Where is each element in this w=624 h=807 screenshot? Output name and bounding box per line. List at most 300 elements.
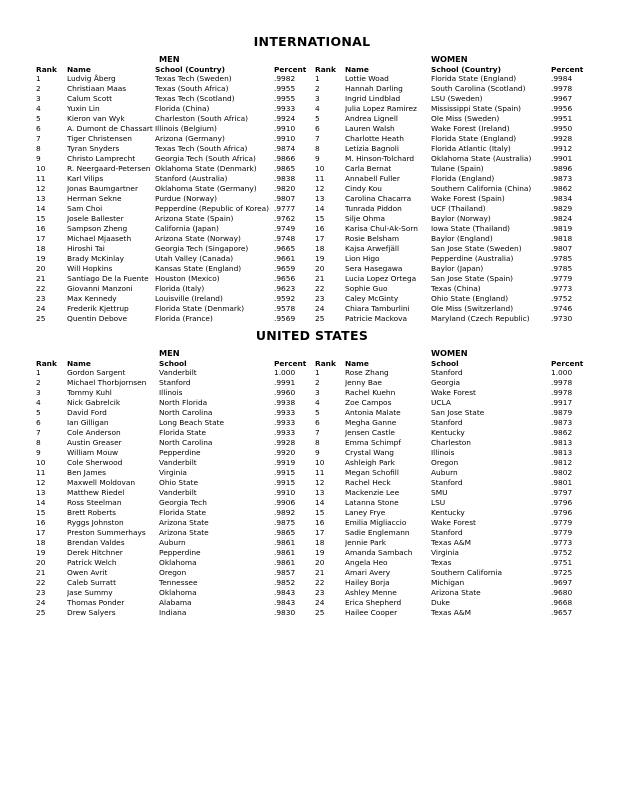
rank-cell: 12 bbox=[36, 184, 46, 193]
school-cell: Texas (China) bbox=[431, 284, 481, 293]
school-cell: Pepperdine bbox=[159, 548, 201, 557]
school-cell: Florida (France) bbox=[155, 314, 213, 323]
name-cell: Cole Anderson bbox=[67, 428, 121, 437]
table-row bbox=[36, 114, 316, 124]
school-cell: Georgia Tech (South Africa) bbox=[155, 154, 256, 163]
name-cell: A. Dumont de Chassart bbox=[67, 124, 153, 133]
school-cell: Wake Forest (Spain) bbox=[431, 194, 505, 203]
rank-cell: 3 bbox=[315, 388, 320, 397]
us-women-table bbox=[315, 368, 595, 618]
rank-cell: 3 bbox=[315, 94, 320, 103]
percent-cell: .9910 bbox=[274, 488, 296, 497]
table-row bbox=[315, 608, 595, 618]
intl-men-percent-header: Percent bbox=[274, 65, 307, 74]
name-cell: Owen Avrit bbox=[67, 568, 108, 577]
percent-cell: .9901 bbox=[551, 154, 573, 163]
school-cell: Baylor (England) bbox=[431, 234, 493, 243]
name-cell: Austin Greaser bbox=[67, 438, 122, 447]
rank-cell: 20 bbox=[36, 558, 46, 567]
table-row bbox=[315, 478, 595, 488]
school-cell: Vanderbilt bbox=[159, 458, 197, 467]
rank-cell: 16 bbox=[315, 224, 325, 233]
name-cell: Ludvig Åberg bbox=[67, 74, 116, 83]
table-row bbox=[36, 538, 316, 548]
school-cell: Arizona State (Spain) bbox=[155, 214, 234, 223]
table-row bbox=[315, 398, 595, 408]
table-row bbox=[36, 558, 316, 568]
table-row bbox=[315, 284, 595, 294]
name-cell: Michael Mjaaseth bbox=[67, 234, 132, 243]
name-cell: Ashley Menne bbox=[345, 588, 397, 597]
percent-cell: .9928 bbox=[274, 438, 296, 447]
rank-cell: 2 bbox=[36, 84, 41, 93]
table-row bbox=[315, 568, 595, 578]
percent-cell: .9746 bbox=[551, 304, 573, 313]
name-cell: Santiago De la Fuente bbox=[67, 274, 149, 283]
table-row bbox=[315, 204, 595, 214]
percent-cell: .9813 bbox=[551, 438, 573, 447]
percent-cell: .9928 bbox=[551, 134, 573, 143]
rank-cell: 22 bbox=[315, 284, 325, 293]
name-cell: Cole Sherwood bbox=[67, 458, 123, 467]
percent-cell: .9659 bbox=[274, 264, 296, 273]
table-row bbox=[315, 518, 595, 528]
school-cell: Florida (Italy) bbox=[155, 284, 205, 293]
name-cell: Ross Steelman bbox=[67, 498, 122, 507]
school-cell: Georgia bbox=[431, 378, 460, 387]
us-men-table bbox=[36, 368, 316, 618]
table-row bbox=[315, 134, 595, 144]
name-cell: Jennie Park bbox=[345, 538, 387, 547]
name-cell: Lottie Woad bbox=[345, 74, 389, 83]
table-row bbox=[36, 578, 316, 588]
rank-cell: 21 bbox=[36, 274, 46, 283]
table-row bbox=[315, 244, 595, 254]
table-row bbox=[36, 164, 316, 174]
school-cell: San Jose State (Spain) bbox=[431, 274, 514, 283]
percent-cell: .9749 bbox=[274, 224, 296, 233]
school-cell: Wake Forest (Ireland) bbox=[431, 124, 510, 133]
percent-cell: .9697 bbox=[551, 578, 573, 587]
school-cell: Vanderbilt bbox=[159, 488, 197, 497]
name-cell: Yuxin Lin bbox=[67, 104, 100, 113]
percent-cell: .9933 bbox=[274, 104, 296, 113]
table-row bbox=[315, 438, 595, 448]
rank-cell: 5 bbox=[36, 114, 41, 123]
percent-cell: .9861 bbox=[274, 558, 296, 567]
name-cell: Lauren Walsh bbox=[345, 124, 395, 133]
rank-cell: 15 bbox=[36, 508, 46, 517]
rank-cell: 6 bbox=[36, 124, 41, 133]
school-cell: Stanford bbox=[431, 478, 463, 487]
rank-cell: 9 bbox=[315, 448, 320, 457]
rank-cell: 17 bbox=[36, 528, 46, 537]
percent-cell: .9955 bbox=[274, 94, 296, 103]
school-cell: Utah Valley (Canada) bbox=[155, 254, 234, 263]
table-row bbox=[36, 74, 316, 84]
intl-men-label: MEN bbox=[159, 54, 180, 64]
percent-cell: .9779 bbox=[551, 274, 573, 283]
percent-cell: .9873 bbox=[551, 174, 573, 183]
name-cell: Patrick Welch bbox=[67, 558, 117, 567]
name-cell: Sadie Englemann bbox=[345, 528, 410, 537]
us-women-label: WOMEN bbox=[431, 348, 468, 358]
school-cell: Kentucky bbox=[431, 508, 465, 517]
name-cell: Charlotte Heath bbox=[345, 134, 404, 143]
percent-cell: .9725 bbox=[551, 568, 573, 577]
us-women-rank-header: Rank bbox=[315, 359, 336, 368]
table-row bbox=[315, 234, 595, 244]
name-cell: Tunrada Piddon bbox=[345, 204, 402, 213]
name-cell: Ben James bbox=[67, 468, 106, 477]
name-cell: Quentin Debove bbox=[67, 314, 128, 323]
percent-cell: .9829 bbox=[551, 204, 573, 213]
name-cell: Derek Hitchner bbox=[67, 548, 123, 557]
school-cell: Illinois bbox=[431, 448, 455, 457]
school-cell: Auburn bbox=[159, 538, 186, 547]
percent-cell: .9843 bbox=[274, 588, 296, 597]
percent-cell: .9777 bbox=[274, 204, 296, 213]
name-cell: Tyran Snyders bbox=[67, 144, 120, 153]
rank-cell: 18 bbox=[315, 244, 325, 253]
table-row bbox=[36, 378, 316, 388]
rank-cell: 17 bbox=[36, 234, 46, 243]
name-cell: Preston Summerhays bbox=[67, 528, 146, 537]
table-row bbox=[315, 578, 595, 588]
intl-men-name-header: Name bbox=[67, 65, 91, 74]
percent-cell: .9785 bbox=[551, 264, 573, 273]
rank-cell: 13 bbox=[36, 194, 46, 203]
percent-cell: .9978 bbox=[551, 388, 573, 397]
intl-men-rank-header: Rank bbox=[36, 65, 57, 74]
rank-cell: 2 bbox=[315, 378, 320, 387]
percent-cell: .9801 bbox=[551, 478, 573, 487]
table-row bbox=[36, 314, 316, 324]
rank-cell: 11 bbox=[315, 468, 325, 477]
percent-cell: .9912 bbox=[551, 144, 573, 153]
percent-cell: .9656 bbox=[274, 274, 296, 283]
school-cell: Charleston bbox=[431, 438, 471, 447]
school-cell: Florida State (England) bbox=[431, 74, 517, 83]
table-row bbox=[36, 478, 316, 488]
school-cell: Oklahoma State (Denmark) bbox=[155, 164, 257, 173]
rank-cell: 23 bbox=[36, 294, 46, 303]
school-cell: Charleston (South Africa) bbox=[155, 114, 248, 123]
rank-cell: 4 bbox=[315, 398, 320, 407]
name-cell: Karl Vilips bbox=[67, 174, 104, 183]
table-row bbox=[315, 508, 595, 518]
name-cell: David Ford bbox=[67, 408, 107, 417]
name-cell: Kieron van Wyk bbox=[67, 114, 125, 123]
rank-cell: 13 bbox=[315, 194, 325, 203]
us-men-school-header: School bbox=[159, 359, 187, 368]
rank-cell: 24 bbox=[315, 598, 325, 607]
rank-cell: 7 bbox=[315, 134, 320, 143]
school-cell: North Carolina bbox=[159, 438, 213, 447]
name-cell: Caleb Surratt bbox=[67, 578, 116, 587]
table-row bbox=[36, 274, 316, 284]
table-row bbox=[315, 184, 595, 194]
name-cell: Zoe Campos bbox=[345, 398, 392, 407]
percent-cell: .9861 bbox=[274, 548, 296, 557]
school-cell: Florida State bbox=[159, 428, 207, 437]
us-women-school-header: School bbox=[431, 359, 459, 368]
percent-cell: .9896 bbox=[551, 164, 573, 173]
percent-cell: .9752 bbox=[551, 294, 573, 303]
table-row bbox=[315, 528, 595, 538]
percent-cell: .9730 bbox=[551, 314, 573, 323]
percent-cell: .9773 bbox=[551, 538, 573, 547]
school-cell: North Carolina bbox=[159, 408, 213, 417]
table-row bbox=[315, 104, 595, 114]
percent-cell: .9838 bbox=[274, 174, 296, 183]
percent-cell: .9933 bbox=[274, 428, 296, 437]
name-cell: Sam Choi bbox=[67, 204, 103, 213]
school-cell: Arizona State bbox=[159, 518, 209, 527]
table-row bbox=[315, 84, 595, 94]
rank-cell: 9 bbox=[315, 154, 320, 163]
percent-cell: .9762 bbox=[274, 214, 296, 223]
rank-cell: 17 bbox=[315, 528, 325, 537]
table-row bbox=[36, 194, 316, 204]
percent-cell: .9665 bbox=[274, 244, 296, 253]
percent-cell: .9569 bbox=[274, 314, 296, 323]
intl-women-table bbox=[315, 74, 595, 324]
school-cell: Florida State bbox=[159, 508, 207, 517]
school-cell: Long Beach State bbox=[159, 418, 225, 427]
rank-cell: 18 bbox=[36, 538, 46, 547]
school-cell: California (Japan) bbox=[155, 224, 219, 233]
name-cell: Erica Shepherd bbox=[345, 598, 402, 607]
rank-cell: 7 bbox=[315, 428, 320, 437]
name-cell: Antonia Malate bbox=[345, 408, 401, 417]
percent-cell: .9862 bbox=[551, 428, 573, 437]
rank-cell: 23 bbox=[36, 588, 46, 597]
school-cell: Wake Forest bbox=[431, 518, 476, 527]
percent-cell: .9915 bbox=[274, 468, 296, 477]
table-row bbox=[315, 388, 595, 398]
table-row bbox=[36, 214, 316, 224]
name-cell: Kajsa Arwefjäll bbox=[345, 244, 400, 253]
name-cell: R. Neergaard-Petersen bbox=[67, 164, 151, 173]
rank-cell: 16 bbox=[36, 224, 46, 233]
rank-cell: 19 bbox=[36, 254, 46, 263]
name-cell: Karisa Chul-Ak-Sorn bbox=[345, 224, 418, 233]
rank-cell: 24 bbox=[36, 304, 46, 313]
name-cell: Hailey Borja bbox=[345, 578, 390, 587]
school-cell: Arizona State (Norway) bbox=[155, 234, 241, 243]
school-cell: Houston (Mexico) bbox=[155, 274, 220, 283]
table-row bbox=[315, 598, 595, 608]
school-cell: Baylor (Norway) bbox=[431, 214, 491, 223]
school-cell: Florida (England) bbox=[431, 174, 495, 183]
name-cell: Annabell Fuller bbox=[345, 174, 400, 183]
rank-cell: 25 bbox=[315, 608, 325, 617]
rank-cell: 1 bbox=[36, 74, 41, 83]
school-cell: Virginia bbox=[159, 468, 187, 477]
name-cell: Lion Higo bbox=[345, 254, 380, 263]
percent-cell: .9779 bbox=[551, 518, 573, 527]
percent-cell: .9862 bbox=[551, 184, 573, 193]
table-row bbox=[315, 144, 595, 154]
percent-cell: .9950 bbox=[551, 124, 573, 133]
name-cell: Ingrid Lindblad bbox=[345, 94, 401, 103]
name-cell: Nick Gabrelcik bbox=[67, 398, 121, 407]
table-row bbox=[36, 528, 316, 538]
table-row bbox=[315, 558, 595, 568]
intl-women-label: WOMEN bbox=[431, 54, 468, 64]
school-cell: Florida State (England) bbox=[431, 134, 517, 143]
united-states-title: UNITED STATES bbox=[255, 328, 369, 343]
percent-cell: .9938 bbox=[274, 398, 296, 407]
rank-cell: 8 bbox=[36, 438, 41, 447]
table-row bbox=[36, 234, 316, 244]
rank-cell: 10 bbox=[36, 164, 46, 173]
rank-cell: 21 bbox=[315, 274, 325, 283]
us-men-percent-header: Percent bbox=[274, 359, 307, 368]
percent-cell: .9773 bbox=[551, 284, 573, 293]
school-cell: Auburn bbox=[431, 468, 458, 477]
intl-men-school-header: School (Country) bbox=[155, 65, 226, 74]
percent-cell: .9834 bbox=[551, 194, 573, 203]
school-cell: LSU (Sweden) bbox=[431, 94, 483, 103]
table-row bbox=[36, 488, 316, 498]
school-cell: Pepperdine (Republic of Korea) bbox=[155, 204, 270, 213]
school-cell: Purdue (Norway) bbox=[155, 194, 217, 203]
school-cell: Arizona State bbox=[431, 588, 481, 597]
name-cell: Megan Schofill bbox=[345, 468, 399, 477]
school-cell: Louisville (Ireland) bbox=[155, 294, 223, 303]
rank-cell: 7 bbox=[36, 134, 41, 143]
table-row bbox=[315, 458, 595, 468]
percent-cell: .9779 bbox=[551, 528, 573, 537]
table-row bbox=[36, 134, 316, 144]
rank-cell: 9 bbox=[36, 448, 41, 457]
percent-cell: .9818 bbox=[551, 234, 573, 243]
school-cell: Wake Forest bbox=[431, 388, 476, 397]
rank-cell: 11 bbox=[36, 174, 46, 183]
percent-cell: .9955 bbox=[274, 84, 296, 93]
name-cell: Maxwell Moldovan bbox=[67, 478, 136, 487]
percent-cell: .9915 bbox=[274, 478, 296, 487]
rank-cell: 9 bbox=[36, 154, 41, 163]
percent-cell: .9956 bbox=[551, 104, 573, 113]
rank-cell: 22 bbox=[36, 578, 46, 587]
name-cell: Thomas Ponder bbox=[67, 598, 125, 607]
table-row bbox=[36, 598, 316, 608]
name-cell: Carla Bernat bbox=[345, 164, 392, 173]
rank-cell: 11 bbox=[315, 174, 325, 183]
percent-cell: .9866 bbox=[274, 154, 296, 163]
table-row bbox=[315, 164, 595, 174]
percent-cell: .9857 bbox=[274, 568, 296, 577]
rank-cell: 7 bbox=[36, 428, 41, 437]
table-row bbox=[36, 94, 316, 104]
school-cell: Kentucky bbox=[431, 428, 465, 437]
rank-cell: 1 bbox=[315, 74, 320, 83]
table-row bbox=[315, 74, 595, 84]
table-row bbox=[36, 548, 316, 558]
school-cell: Stanford bbox=[159, 378, 191, 387]
percent-cell: .9875 bbox=[274, 518, 296, 527]
percent-cell: .9752 bbox=[551, 548, 573, 557]
table-row bbox=[36, 428, 316, 438]
rank-cell: 12 bbox=[315, 478, 325, 487]
table-row bbox=[315, 314, 595, 324]
name-cell: Lucia Lopez Ortega bbox=[345, 274, 417, 283]
percent-cell: .9917 bbox=[551, 398, 573, 407]
school-cell: South Carolina (Scotland) bbox=[431, 84, 526, 93]
table-row bbox=[36, 304, 316, 314]
percent-cell: .9910 bbox=[274, 124, 296, 133]
table-row bbox=[315, 274, 595, 284]
table-row bbox=[315, 254, 595, 264]
table-row bbox=[36, 458, 316, 468]
percent-cell: .9578 bbox=[274, 304, 296, 313]
table-row bbox=[36, 144, 316, 154]
percent-cell: .9807 bbox=[274, 194, 296, 203]
name-cell: Matthew Riedel bbox=[67, 488, 125, 497]
international-title: INTERNATIONAL bbox=[253, 34, 371, 49]
name-cell: Brendan Valdes bbox=[67, 538, 125, 547]
percent-cell: .9978 bbox=[551, 378, 573, 387]
school-cell: Oklahoma State (Australia) bbox=[431, 154, 532, 163]
table-row bbox=[315, 418, 595, 428]
school-cell: Southern California (China) bbox=[431, 184, 532, 193]
table-row bbox=[315, 548, 595, 558]
percent-cell: .9843 bbox=[274, 598, 296, 607]
table-row bbox=[36, 508, 316, 518]
percent-cell: .9879 bbox=[551, 408, 573, 417]
school-cell: Texas (South Africa) bbox=[155, 84, 229, 93]
intl-women-name-header: Name bbox=[345, 65, 369, 74]
rank-cell: 1 bbox=[315, 368, 320, 377]
rank-cell: 2 bbox=[315, 84, 320, 93]
name-cell: Ashleigh Park bbox=[345, 458, 395, 467]
rank-cell: 12 bbox=[315, 184, 325, 193]
table-row bbox=[36, 388, 316, 398]
school-cell: Stanford bbox=[431, 418, 463, 427]
name-cell: Drew Salyers bbox=[67, 608, 116, 617]
percent-cell: .9661 bbox=[274, 254, 296, 263]
percent-cell: .9865 bbox=[274, 164, 296, 173]
name-cell: Calum Scott bbox=[67, 94, 113, 103]
name-cell: Silje Ohma bbox=[345, 214, 385, 223]
school-cell: SMU bbox=[431, 488, 448, 497]
rank-cell: 25 bbox=[36, 314, 46, 323]
rank-cell: 24 bbox=[315, 304, 325, 313]
rank-cell: 15 bbox=[315, 214, 325, 223]
name-cell: Hailee Cooper bbox=[345, 608, 398, 617]
table-row bbox=[315, 448, 595, 458]
rank-cell: 14 bbox=[36, 204, 46, 213]
rank-cell: 21 bbox=[315, 568, 325, 577]
percent-cell: .9865 bbox=[274, 528, 296, 537]
school-cell: UCLA bbox=[431, 398, 451, 407]
table-row bbox=[36, 368, 316, 378]
percent-cell: .9824 bbox=[551, 214, 573, 223]
rank-cell: 19 bbox=[315, 548, 325, 557]
table-row bbox=[36, 468, 316, 478]
percent-cell: .9984 bbox=[551, 74, 573, 83]
rank-cell: 18 bbox=[36, 244, 46, 253]
percent-cell: .9820 bbox=[274, 184, 296, 193]
table-row bbox=[36, 174, 316, 184]
name-cell: Tommy Kuhl bbox=[67, 388, 112, 397]
percent-cell: .9680 bbox=[551, 588, 573, 597]
school-cell: Mississippi State (Spain) bbox=[431, 104, 522, 113]
percent-cell: .9623 bbox=[274, 284, 296, 293]
